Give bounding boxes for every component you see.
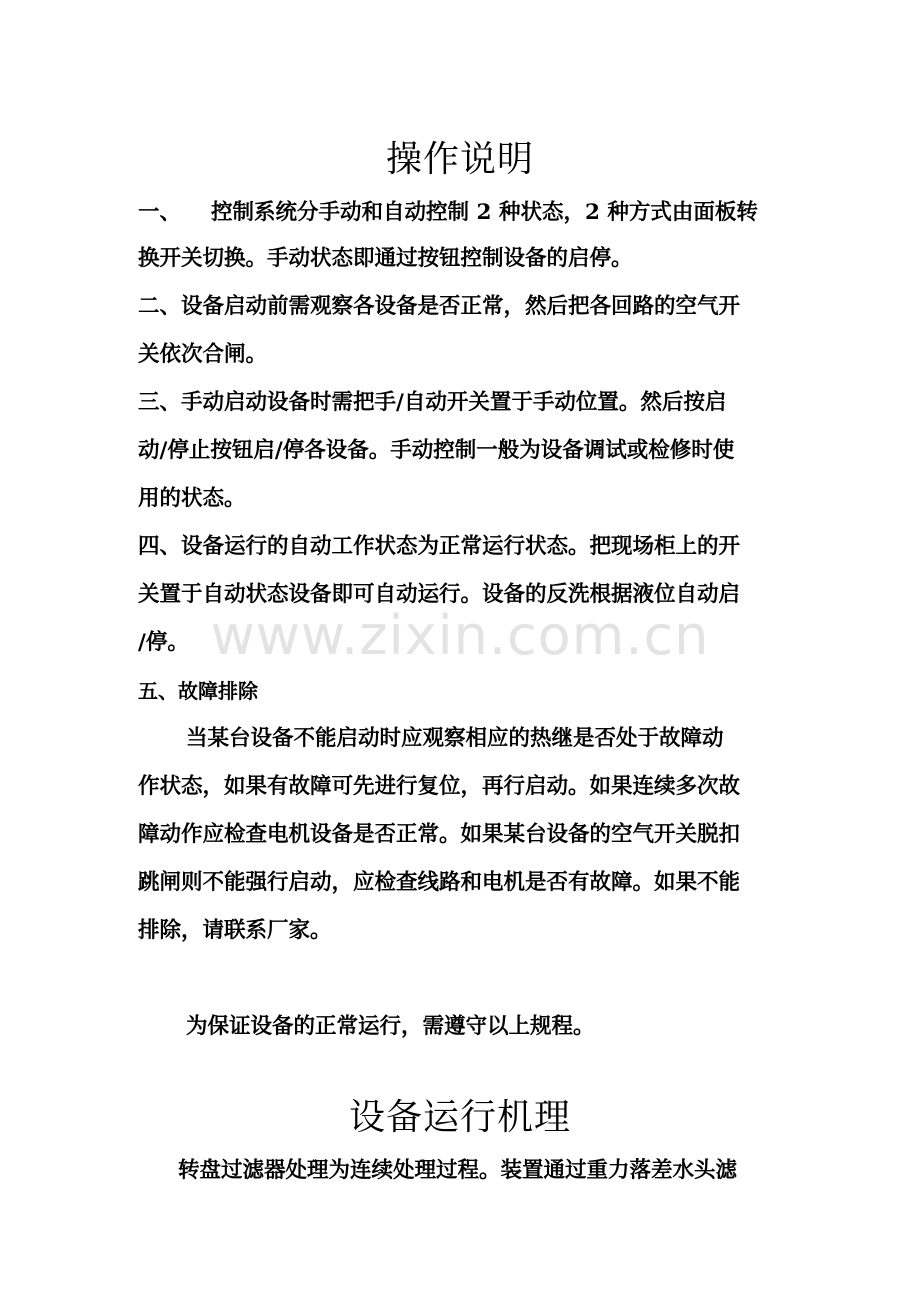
section-3-line-3: 用的状态。 [138, 486, 246, 511]
section-1-line-2: 换开关切换。手动状态即通过按钮控制设备的启停。 [138, 246, 633, 271]
watermark: www.zixin.com.cn [210, 604, 710, 667]
section-title-2: 设备运行机理 [348, 1097, 571, 1138]
section-1-text-1: 控制系统分手动和自动控制 2 种状态，2 种方式由面板转 [211, 200, 758, 225]
section-4-line-3: /停。 [138, 630, 189, 655]
section-5-line-1: 当某台设备不能启动时应观察相应的热继是否处于故障动 [186, 726, 724, 751]
paragraph-2-line-1: 转盘过滤器处理为连续处理过程。装置通过重力落差水头滤 [178, 1158, 738, 1183]
section-5-line-2: 作状态，如果有故障可先进行复位，再行启动。如果连续多次故 [138, 774, 741, 799]
closing-statement: 为保证设备的正常运行，需遵守以上规程。 [186, 1014, 595, 1039]
section-4-line-2: 关置于自动状态设备即可自动运行。设备的反洗根据液位自动启 [138, 582, 741, 607]
section-3-line-2: 动/停止按钮启/停各设备。手动控制一般为设备调试或检修时使 [138, 438, 735, 463]
section-5-line-5: 排除，请联系厂家。 [138, 918, 332, 943]
document-title: 操作说明 [385, 139, 534, 180]
section-2-line-2: 关依次合闸。 [138, 342, 268, 367]
section-5-line-3: 障动作应检查电机设备是否正常。如果某台设备的空气开关脱扣 [138, 822, 741, 847]
section-5-line-4: 跳闸则不能强行启动，应检查线路和电机是否有故障。如果不能 [138, 870, 741, 895]
section-5-heading: 五、故障排除 [138, 679, 258, 703]
section-4-line-1: 四、设备运行的自动工作状态为正常运行状态。把现场柜上的开 [138, 534, 741, 559]
section-2-line-1: 二、设备启动前需观察各设备是否正常，然后把各回路的空气开 [138, 294, 741, 319]
section-1-number: 一、 [138, 200, 182, 225]
section-1-line-1 [138, 198, 798, 228]
section-3-line-1: 三、手动启动设备时需把手/自动开关置于手动位置。然后按启 [138, 390, 727, 415]
